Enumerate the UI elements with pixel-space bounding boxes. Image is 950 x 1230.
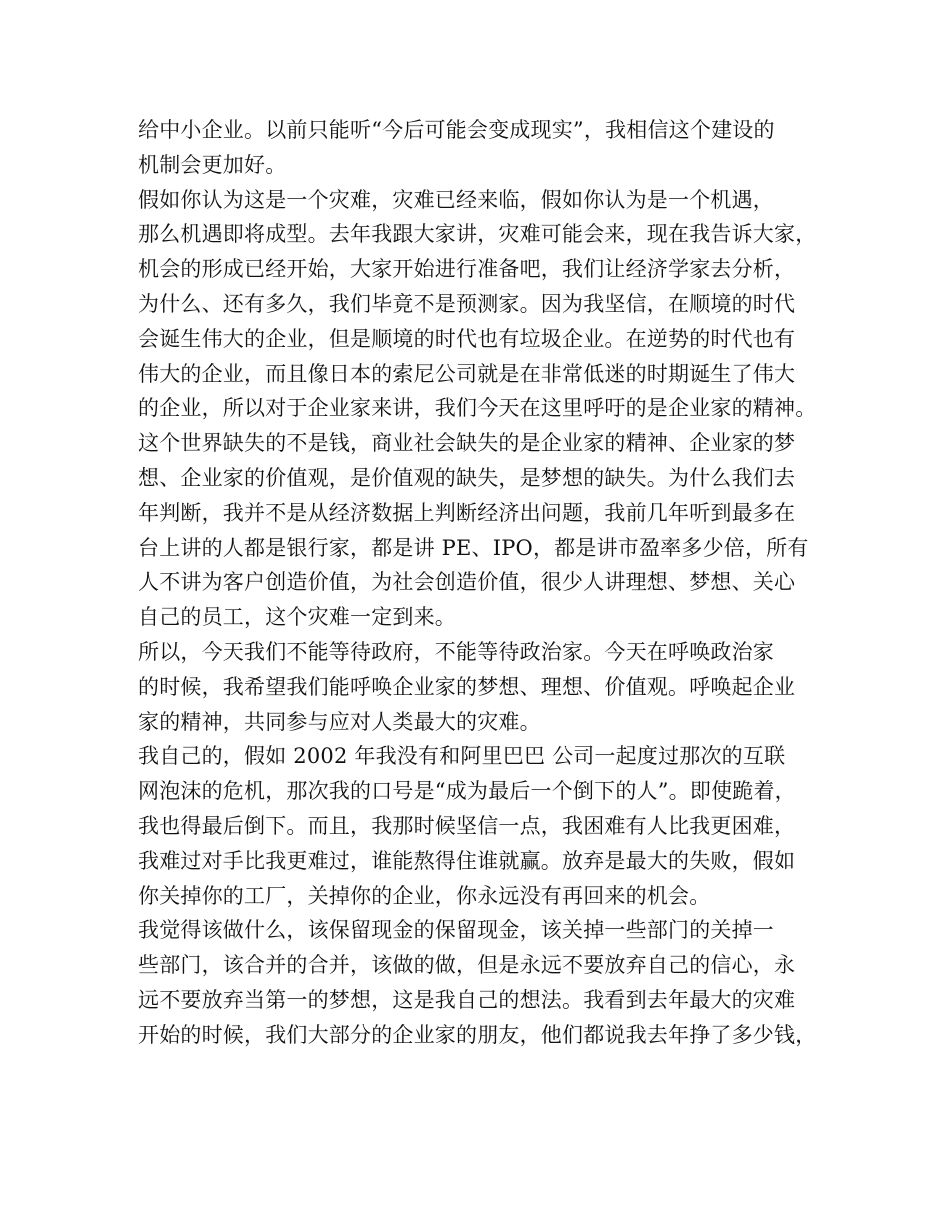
text-line: 为什么、还有多久，我们毕竟不是预测家。因为我坚信，在顺境的时代 [138,291,796,316]
text-line: 给中小企业。以前只能听“今后可能会变成现实”，我相信这个建设的 [138,118,775,142]
text-line: 远不要放弃当第一的梦想，这是我自己的想法。我看到去年最大的灾难 [138,987,796,1012]
text-line: 年判断，我并不是从经济数据上判断经济出问题，我前几年听到最多在 [138,500,796,525]
text-line: 我也得最后倒下。而且，我那时候坚信一点，我困难有人比我更困难， [138,813,796,838]
body-text [138,113,838,1053]
text-line: 所以，今天我们不能等待政府，不能等待政治家。今天在呼唤政治家 [138,639,774,664]
text-line: 人不讲为客户创造价值，为社会创造价值，很少人讲理想、梦想、关心 [138,570,796,595]
text-line: 我自己的，假如 2002 年我没有和阿里巴巴 公司一起度过那次的互联 [138,744,786,769]
text-line: 这个世界缺失的不是钱，商业社会缺失的是企业家的精神、企业家的梦 [138,431,796,456]
text-line: 想、企业家的价值观，是价值观的缺失，是梦想的缺失。为什么我们去 [138,465,796,490]
text-line: 会诞生伟大的企业，但是顺境的时代也有垃圾企业。在逆势的时代也有 [138,326,796,351]
text-line: 你关掉你的工厂，关掉你的企业，你永远没有再回来的机会。 [138,883,711,908]
text-line: 的企业，所以对于企业家来讲，我们今天在这里呼吁的是企业家的精神。 [138,396,817,421]
text-line: 伟大的企业，而且像日本的索尼公司就是在非常低迷的时期诞生了伟大 [138,361,796,386]
text-line: 台上讲的人都是银行家，都是讲 PE、IPO，都是讲市盈率多少倍，所有 [138,535,809,560]
text-line: 些部门，该合并的合并，该做的做，但是永远不要放弃自己的信心，永 [138,953,796,978]
text-line: 假如你认为这是一个灾难，灾难已经来临，假如你认为是一个机遇， [138,187,774,212]
text-line: 那么机遇即将成型。去年我跟大家讲，灾难可能会来，现在我告诉大家， [138,222,817,247]
text-line: 我觉得该做什么，该保留现金的保留现金，该关掉一些部门的关掉一 [138,918,774,943]
text-line: 的时候，我希望我们能呼唤企业家的梦想、理想、价值观。呼唤起企业 [138,674,796,699]
text-line: 自己的员工，这个灾难一定到来。 [138,605,456,630]
text-line: 机会的形成已经开始，大家开始进行准备吧，我们让经济学家去分析， [138,257,796,282]
text-line: 网泡沫的危机，那次我的口号是“成为最后一个倒下的人”。即使跪着， [138,779,796,804]
text-line: 我难过对手比我更难过，谁能熬得住谁就赢。放弃是最大的失败，假如 [138,848,796,873]
text-line: 家的精神，共同参与应对人类最大的灾难。 [138,709,541,734]
text-line: 开始的时候，我们大部分的企业家的朋友，他们都说我去年挣了多少钱， [138,1022,817,1047]
text-line: 机制会更加好。 [138,152,287,177]
